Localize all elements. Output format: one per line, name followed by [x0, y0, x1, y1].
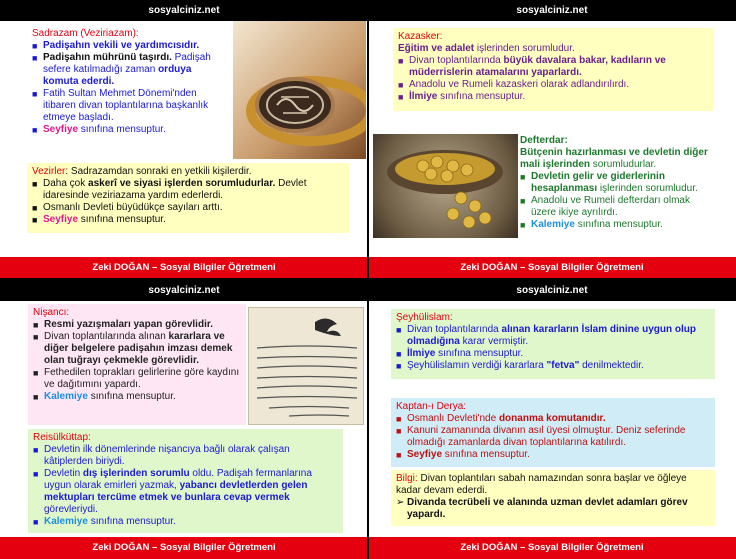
list-item: ■ Anadolu ve Rumeli kazaskeri olarak adlandırılırdı.: [398, 79, 630, 90]
seyhulislam-box: [391, 309, 715, 379]
list-item: ■ Resmi yazışmaları yapan görevlidir.: [33, 319, 213, 330]
list-item: ■ Devletin dış işlerinden sorumlu oldu. Padişah fermanlarına uygun olarak emirleri yazmak, yabancı devletlerden gelen mektupları tercüme etmek ve bunlara cevap vermek görevleriydi.: [33, 468, 312, 515]
list-item: ■ Kalemiye sınıfına mensuptur.: [33, 391, 176, 402]
slide-nisanci: [0, 280, 368, 559]
footer: Zeki DOĞAN – Sosyal Bilgiler Öğretmeni: [0, 537, 368, 559]
site-header: sosyalciniz.net: [368, 0, 736, 21]
reisulkuttap-heading: Reisülküttap:: [33, 432, 91, 443]
list-item: ■ Devletin ilk dönemlerinde nişancıya bağlı olarak çalışan kâtiplerden biriydi.: [33, 444, 290, 467]
nisanci-box: [28, 304, 246, 425]
seal-ring-image: [233, 21, 366, 159]
kaptan-i-derya-box: [391, 398, 715, 467]
reisulkuttap-box: [28, 429, 343, 533]
footer: Zeki DOĞAN – Sosyal Bilgiler Öğretmeni: [368, 257, 736, 279]
site-header: sosyalciniz.net: [0, 280, 368, 301]
slide-seyhulislam: [368, 280, 736, 559]
sadrazam-box: [27, 25, 233, 139]
defterdar-box: [515, 132, 715, 234]
list-item: ■ Padişahın mührünü taşırdı. Padişah sefere katılmadığı zaman orduya komuta ederdi.: [32, 52, 211, 87]
list-item: ■ Fatih Sultan Mehmet Dönemi'nden itibaren divan toplantılarına başkanlık etmeye başladı.: [32, 88, 209, 123]
tugra-document-image: [248, 307, 364, 425]
list-item: ■ Devletin gelir ve giderlerinin hesaplanması işlerinden sorumludur.: [520, 171, 698, 194]
slide-divider-horizontal: [0, 278, 736, 281]
site-header: sosyalciniz.net: [368, 280, 736, 301]
nisanci-heading: Nişancı:: [33, 307, 70, 318]
footer: Zeki DOĞAN – Sosyal Bilgiler Öğretmeni: [0, 257, 368, 279]
bilgi-text: Bilgi: Divan toplantıları sabah namazından sonra başlar ve öğleye kadar devam ederdi.: [396, 473, 687, 496]
list-item: ■ Divan toplantılarında alınan kararların İslam dinine uygun olup olmadığına karar vermiştir.: [396, 324, 697, 347]
kazasker-intro: Eğitim ve adalet işlerinden sorumludur.: [398, 43, 575, 54]
list-item: ■ İlmiye sınıfına mensuptur.: [398, 91, 526, 102]
kazasker-heading: Kazasker:: [398, 31, 443, 42]
list-item: ■ Seyfiye sınıfına mensuptur.: [32, 124, 166, 135]
bilgi-box: [391, 470, 715, 526]
slide-sadrazam: [0, 0, 368, 279]
list-item: ■ Daha çok askerî ve siyasi işlerden sorumludurlar. Devlet idaresinde veziriazama yardım ederlerdi.: [32, 178, 307, 201]
list-item: ■ Kalemiye sınıfına mensuptur.: [520, 219, 663, 230]
footer: Zeki DOĞAN – Sosyal Bilgiler Öğretmeni: [368, 537, 736, 559]
list-item: ■ Kalemiye sınıfına mensuptur.: [33, 516, 176, 527]
defterdar-heading: Defterdar:: [520, 135, 568, 146]
list-item: ■ Osmanlı Devleti'nde donanma komutanıdır.: [396, 413, 606, 424]
list-item: ■ Fethedilen toprakları gelirlerine göre kaydını ve dağıtımını yapardı.: [33, 367, 240, 390]
list-item: ■ Şeyhülislamın verdiği kararlara "fetva" denilmektedir.: [396, 360, 644, 371]
kaptan-i-derya-heading: Kaptan-ı Derya:: [396, 401, 467, 412]
list-item: ■ Kanuni zamanında divanın asıl üyesi olmuştur. Deniz seferinde olmadığı zamanlarda divan toplantılarına katılırdı.: [396, 425, 686, 448]
list-item: ■ Seyfiye sınıfına mensuptur.: [32, 214, 166, 225]
list-item: ■ İlmiye sınıfına mensuptur.: [396, 348, 524, 359]
kazasker-box: [393, 28, 714, 111]
slide-kazasker: [368, 0, 736, 279]
vezirler-box: [27, 163, 349, 233]
site-header: sosyalciniz.net: [0, 0, 368, 21]
list-item: ■ Osmanlı Devleti büyüdükçe sayıları arttı.: [32, 202, 223, 213]
seyhulislam-heading: Şeyhülislam:: [396, 312, 453, 323]
sadrazam-heading: Sadrazam (Veziriazam):: [32, 28, 139, 39]
list-item: ■ Anadolu ve Rumeli defterdarı olmak üzere ikiye ayrılırdı.: [520, 195, 690, 218]
list-item: ■ Seyfiye sınıfına mensuptur.: [396, 449, 530, 460]
list-item: ■ Padişahın vekili ve yardımcısıdır.: [32, 40, 200, 51]
list-item: ■ Divan toplantılarında alınan kararlara ve diğer belgelere padişahın imzası demek olan tuğrayı çekmekle görevlidir.: [33, 331, 233, 366]
gold-coins-image: [373, 134, 518, 238]
list-item: ■ Divan toplantılarında büyük davalara bakar, kadıların ve müderrislerin atamalarını yaparlardı.: [398, 55, 666, 78]
list-item: ➢ Divanda tecrübeli ve alanında uzman devlet adamları görev yapardı.: [396, 497, 688, 520]
vezirler-heading: Vezirler: Sadrazamdan sonraki en yetkili kişilerdir.: [32, 166, 252, 177]
defterdar-intro: Bütçenin hazırlanması ve devletin diğer mali işlerinden sorumludurlar.: [520, 147, 708, 170]
